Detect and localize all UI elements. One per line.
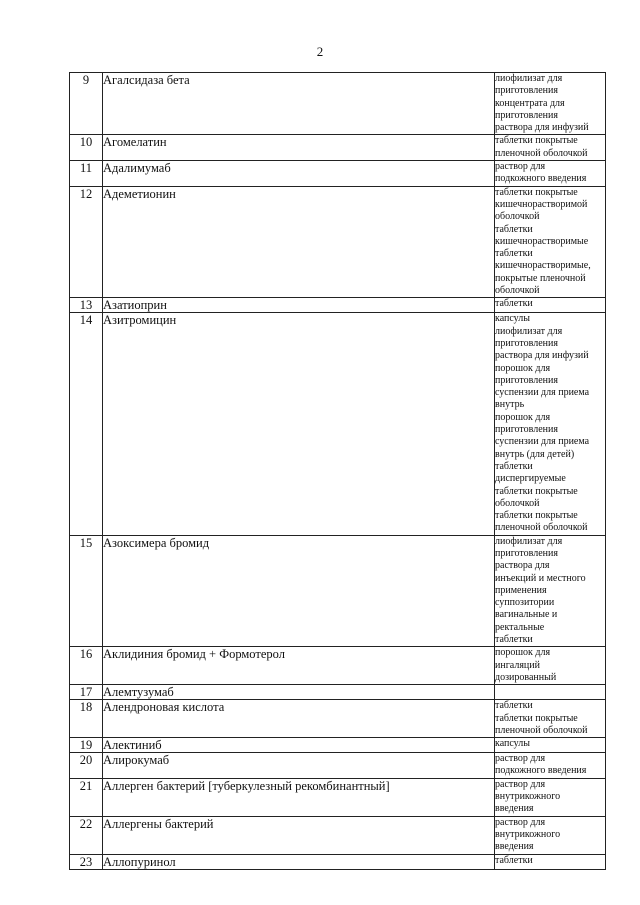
- drug-name: Алендроновая кислота: [103, 700, 495, 738]
- dosage-form-line: введения: [495, 841, 534, 853]
- row-number: 22: [70, 816, 103, 854]
- dosage-forms: [495, 854, 606, 869]
- dosage-form-line: капсулы: [495, 738, 530, 750]
- dosage-form-line: инъекций и местного: [495, 572, 586, 584]
- dosage-form-line: кишечнорастворимой: [495, 198, 588, 210]
- dosage-form-line: раствор для: [495, 753, 546, 765]
- dosage-form-line: покрытые пленочной: [495, 272, 586, 284]
- dosage-forms: [495, 685, 606, 700]
- dosage-form-line: оболочкой: [495, 285, 540, 297]
- dosage-form-line: таблетки: [495, 700, 533, 712]
- dosage-form-line: вагинальные и: [495, 609, 558, 621]
- dosage-form-line: лиофилизат для: [495, 73, 563, 84]
- table-row: [70, 186, 606, 298]
- drug-name: Агалсидаза бета: [103, 73, 495, 135]
- dosage-form-line: внутрь: [495, 399, 525, 411]
- table-row: [70, 313, 606, 535]
- dosage-form-line: приготовления: [495, 547, 558, 559]
- dosage-form-line: раствор для: [495, 778, 546, 790]
- page-number: 2: [316, 44, 324, 59]
- dosage-form-line: суспензии для приема: [495, 387, 590, 399]
- dosage-form-line: раствора для инфузий: [495, 350, 589, 362]
- row-number: 20: [70, 753, 103, 779]
- dosage-forms: [495, 73, 606, 135]
- dosage-form-line: раствор для: [495, 161, 546, 173]
- table-row: [70, 778, 606, 816]
- row-number: 13: [70, 298, 103, 313]
- dosage-form-line: лиофилизат для: [495, 535, 563, 547]
- drug-name: Адалимумаб: [103, 161, 495, 187]
- dosage-form-line: пленочной оболочкой: [495, 724, 588, 736]
- dosage-form-line: приготовления: [495, 109, 558, 121]
- dosage-form-line: диспергируемые: [495, 473, 566, 485]
- drug-name: Азатиоприн: [103, 298, 495, 313]
- dosage-form-line: приготовления: [495, 374, 558, 386]
- row-number: 17: [70, 685, 103, 700]
- dosage-forms: [495, 298, 606, 313]
- dosage-form-line: таблетки: [495, 634, 533, 646]
- dosage-form-line: пленочной оболочкой: [495, 147, 588, 159]
- drug-name: Алектиниб: [103, 738, 495, 753]
- row-number: 15: [70, 535, 103, 647]
- table-row: [70, 700, 606, 738]
- dosage-form-line: приготовления: [495, 424, 558, 436]
- dosage-form-line: применения: [495, 584, 547, 596]
- dosage-forms: [495, 700, 606, 738]
- dosage-form-line: порошок для: [495, 411, 551, 423]
- table-row: [70, 161, 606, 187]
- dosage-form-line: оболочкой: [495, 211, 540, 223]
- table-row: [70, 854, 606, 869]
- dosage-form-line: кишечнорастворимые,: [495, 260, 591, 272]
- table-row: [70, 298, 606, 313]
- table-body: [70, 73, 606, 870]
- dosage-forms: [495, 753, 606, 779]
- drug-table: [69, 72, 606, 870]
- row-number: 10: [70, 135, 103, 161]
- row-number: 9: [70, 73, 103, 135]
- row-number: 21: [70, 778, 103, 816]
- table-row: [70, 753, 606, 779]
- drug-name: Азитромицин: [103, 313, 495, 535]
- table-row: [70, 816, 606, 854]
- dosage-form-line: ингаляций: [495, 659, 540, 671]
- dosage-form-line: раствор для: [495, 816, 546, 828]
- drug-name: Азоксимера бромид: [103, 535, 495, 647]
- dosage-forms: [495, 313, 606, 535]
- drug-name: Адеметионин: [103, 186, 495, 298]
- dosage-form-line: таблетки: [495, 248, 533, 260]
- dosage-form-line: введения: [495, 803, 534, 815]
- dosage-forms: [495, 135, 606, 161]
- row-number: 12: [70, 186, 103, 298]
- dosage-forms: [495, 535, 606, 647]
- dosage-form-line: раствора для инфузий: [495, 122, 589, 134]
- dosage-forms: [495, 647, 606, 685]
- dosage-form-line: суппозитории: [495, 597, 555, 609]
- table-row: [70, 535, 606, 647]
- dosage-form-line: таблетки покрытые: [495, 186, 578, 198]
- drug-name: Алемтузумаб: [103, 685, 495, 700]
- table-row: [70, 738, 606, 753]
- dosage-form-line: ректальные: [495, 621, 545, 633]
- dosage-forms: [495, 738, 606, 753]
- dosage-forms: [495, 186, 606, 298]
- row-number: 14: [70, 313, 103, 535]
- dosage-form-line: таблетки: [495, 460, 533, 472]
- dosage-form-line: подкожного введения: [495, 765, 587, 777]
- dosage-form-line: приготовления: [495, 85, 558, 97]
- dosage-form-line: раствора для: [495, 560, 550, 572]
- dosage-forms: [495, 816, 606, 854]
- drug-name: Аллопуринол: [103, 854, 495, 869]
- dosage-form-line: концентрата для: [495, 97, 565, 109]
- dosage-form-line: внутрикожного: [495, 791, 561, 803]
- drug-name: Аллерген бактерий [туберкулезный рекомбинантный]: [103, 778, 495, 816]
- dosage-form-line: порошок для: [495, 647, 551, 659]
- drug-name: Аллергены бактерий: [103, 816, 495, 854]
- drug-name: Агомелатин: [103, 135, 495, 161]
- dosage-form-line: оболочкой: [495, 497, 540, 509]
- dosage-form-line: таблетки: [495, 298, 533, 310]
- dosage-form-line: таблетки покрытые: [495, 135, 578, 147]
- dosage-form-line: дозированный: [495, 671, 557, 683]
- row-number: 19: [70, 738, 103, 753]
- dosage-form-line: таблетки: [495, 223, 533, 235]
- dosage-form-line: приготовления: [495, 337, 558, 349]
- dosage-forms: [495, 778, 606, 816]
- row-number: 18: [70, 700, 103, 738]
- dosage-form-line: таблетки покрытые: [495, 485, 578, 497]
- dosage-form-line: пленочной оболочкой: [495, 522, 588, 534]
- dosage-form-line: кишечнорастворимые: [495, 235, 589, 247]
- dosage-form-line: таблетки: [495, 854, 533, 866]
- dosage-form-line: капсулы: [495, 313, 530, 325]
- row-number: 23: [70, 854, 103, 869]
- dosage-form-line: внутрь (для детей): [495, 448, 575, 460]
- dosage-form-line: таблетки покрытые: [495, 712, 578, 724]
- drug-name: Алирокумаб: [103, 753, 495, 779]
- dosage-form-line: подкожного введения: [495, 173, 587, 185]
- dosage-form-line: лиофилизат для: [495, 325, 563, 337]
- dosage-forms: [495, 161, 606, 187]
- table-row: [70, 685, 606, 700]
- drug-name: Аклидиния бромид + Формотерол: [103, 647, 495, 685]
- dosage-form-line: таблетки покрытые: [495, 510, 578, 522]
- dosage-form-line: суспензии для приема: [495, 436, 590, 448]
- row-number: 11: [70, 161, 103, 187]
- table-row: [70, 135, 606, 161]
- table-row: [70, 73, 606, 135]
- dosage-form-line: внутрикожного: [495, 828, 561, 840]
- row-number: 16: [70, 647, 103, 685]
- table-row: [70, 647, 606, 685]
- dosage-form-line: порошок для: [495, 362, 551, 374]
